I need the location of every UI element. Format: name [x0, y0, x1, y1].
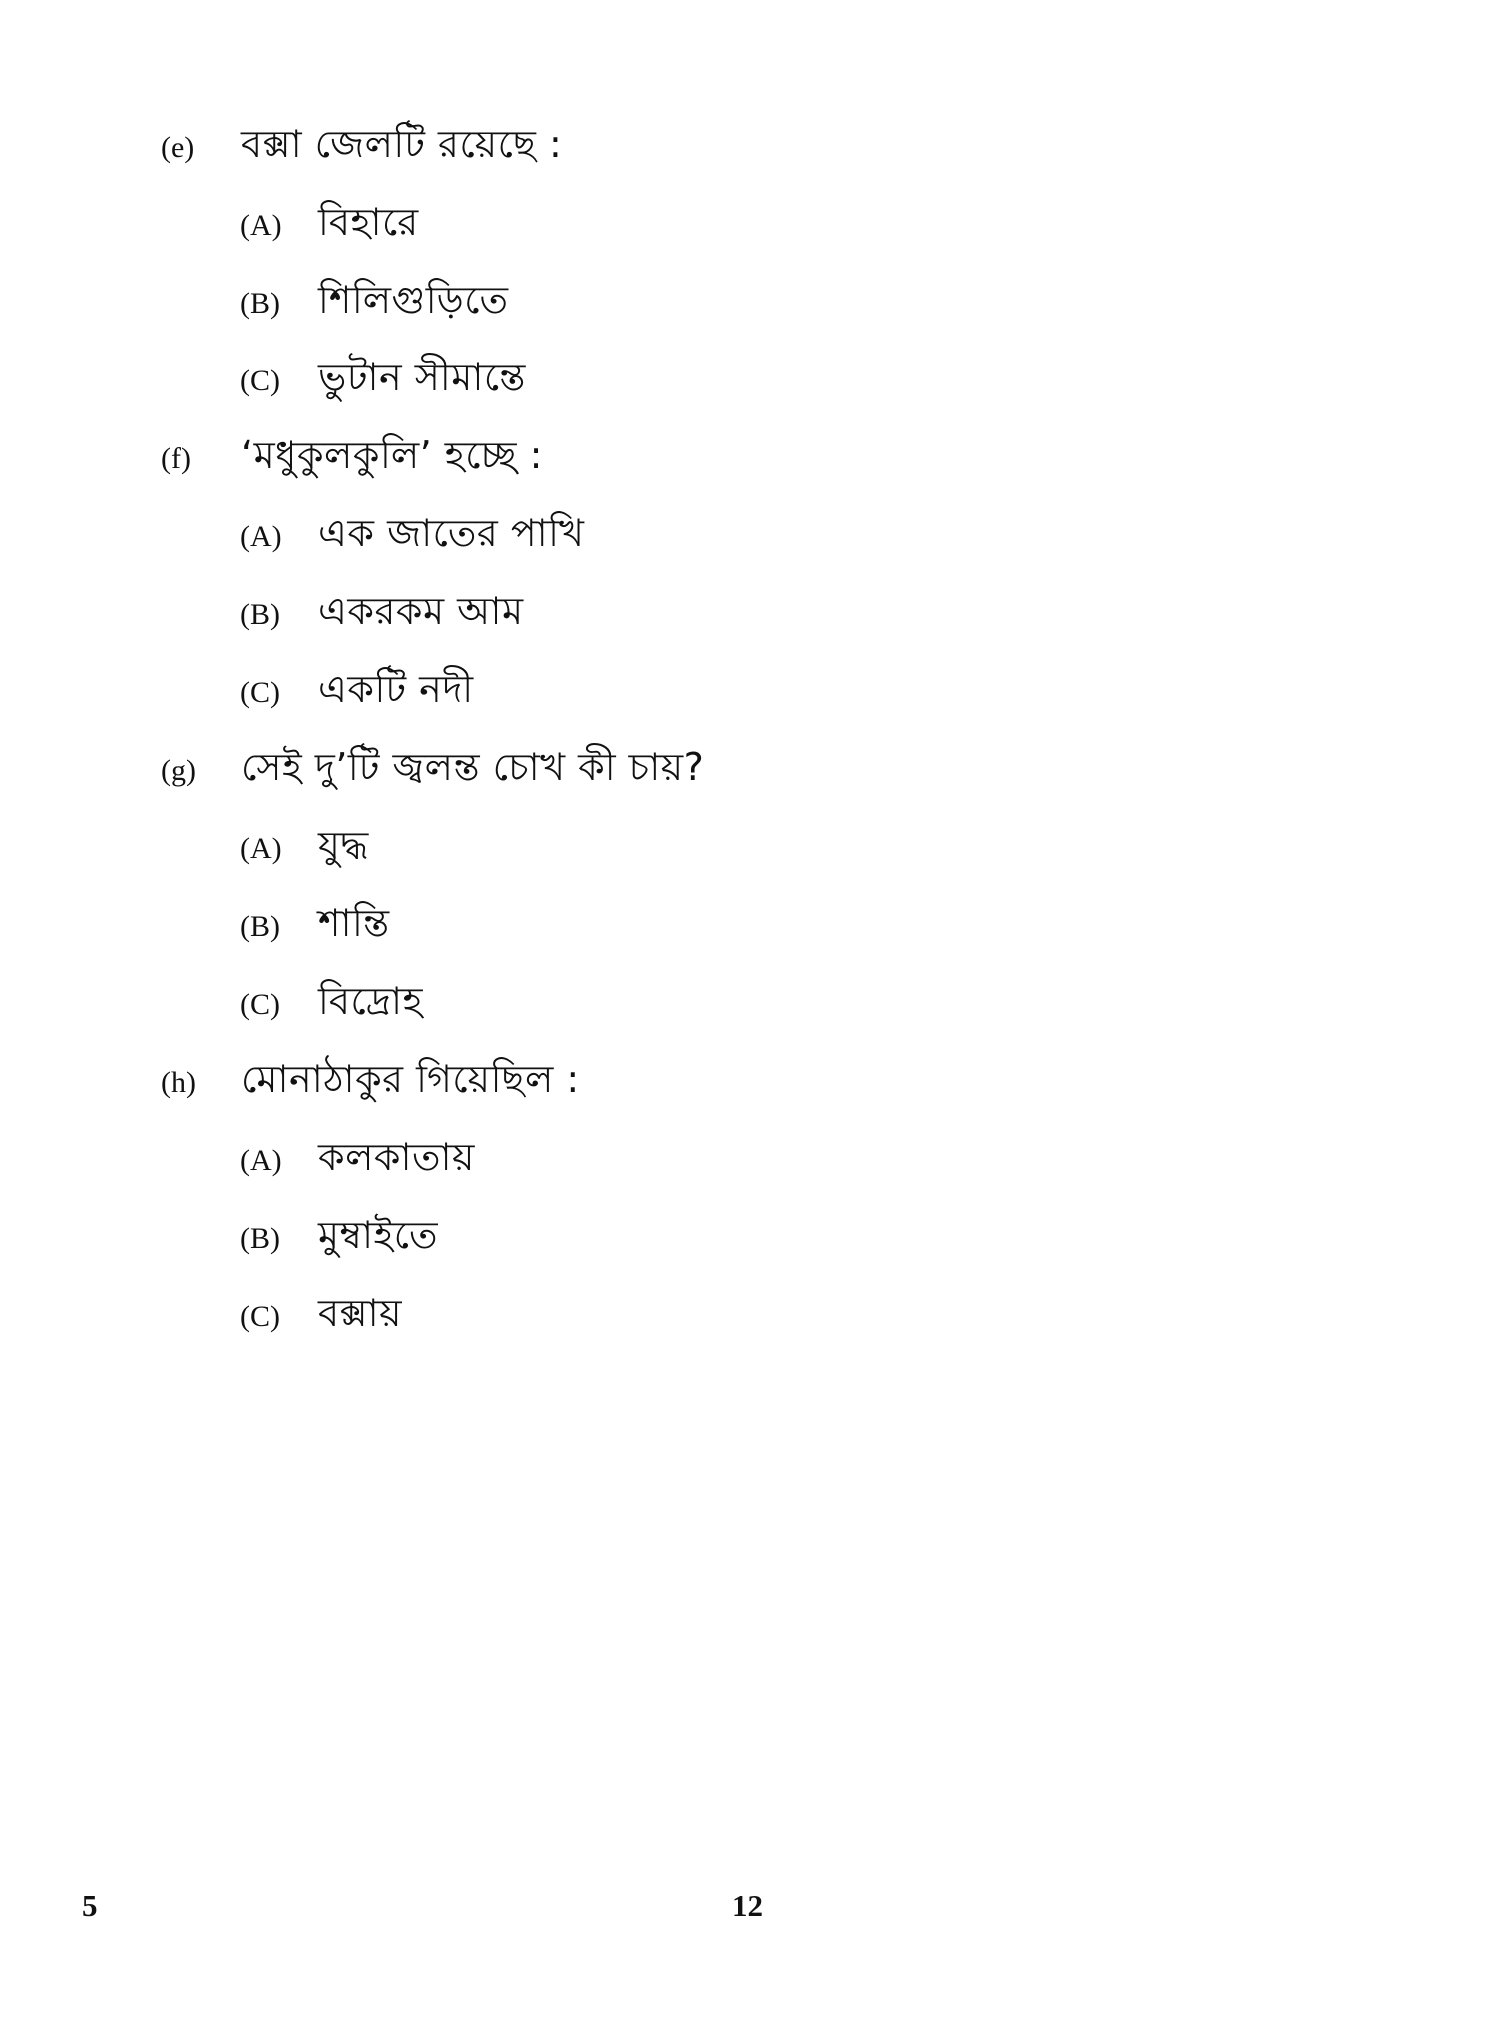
- question-label: (e): [161, 131, 195, 164]
- option-e-a: [240, 200, 419, 244]
- option-h-a: [240, 1135, 475, 1179]
- option-h-c: [240, 1291, 402, 1335]
- question-g: [161, 745, 705, 789]
- option-text: একরকম আম: [318, 589, 524, 633]
- option-text: যুদ্ধ: [318, 823, 369, 867]
- option-e-c: [240, 355, 526, 399]
- option-label: (A): [240, 1144, 282, 1177]
- option-text: শান্তি: [318, 901, 390, 945]
- question-f: [161, 433, 543, 477]
- option-g-c: [240, 979, 424, 1023]
- option-label: (B): [240, 598, 280, 631]
- option-h-b: [240, 1213, 439, 1257]
- option-text: একটি নদী: [318, 667, 474, 711]
- option-label: (B): [240, 1222, 280, 1255]
- option-text: কলকাতায়: [318, 1135, 475, 1179]
- option-f-a: [240, 511, 585, 555]
- question-label: (g): [161, 754, 196, 787]
- option-label: (A): [240, 832, 282, 865]
- option-label: (C): [240, 1300, 280, 1333]
- option-label: (B): [240, 287, 280, 320]
- option-g-a: [240, 823, 369, 867]
- option-e-b: [240, 278, 509, 322]
- option-label: (A): [240, 209, 282, 242]
- option-g-b: [240, 901, 390, 945]
- option-label: (C): [240, 676, 280, 709]
- option-label: (A): [240, 520, 282, 553]
- option-text: এক জাতের পাখি: [318, 511, 585, 555]
- question-text: বক্সা জেলটি রয়েছে :: [241, 122, 563, 166]
- option-f-c: [240, 667, 474, 711]
- option-text: মুম্বাইতে: [318, 1213, 439, 1257]
- question-e: [161, 122, 563, 166]
- question-text: সেই দু’টি জ্বলন্ত চোখ কী চায়?: [241, 745, 705, 789]
- option-f-b: [240, 589, 524, 633]
- option-label: (C): [240, 364, 280, 397]
- question-h: [161, 1057, 580, 1101]
- option-text: বিহারে: [318, 200, 419, 244]
- paper-code: 5: [82, 1888, 98, 1923]
- option-text: বক্সায়: [318, 1291, 402, 1335]
- option-label: (C): [240, 988, 280, 1021]
- option-text: শিলিগুড়িতে: [318, 278, 509, 322]
- option-text: বিদ্রোহ: [318, 979, 424, 1023]
- question-text: ‘মধুকুলকুলি’ হচ্ছে :: [241, 433, 543, 477]
- option-text: ভুটান সীমান্তে: [318, 355, 526, 399]
- question-label: (h): [161, 1066, 196, 1099]
- page-number: 12: [732, 1888, 763, 1923]
- option-label: (B): [240, 910, 280, 943]
- question-label: (f): [161, 442, 191, 475]
- question-text: মোনাঠাকুর গিয়েছিল :: [241, 1057, 580, 1101]
